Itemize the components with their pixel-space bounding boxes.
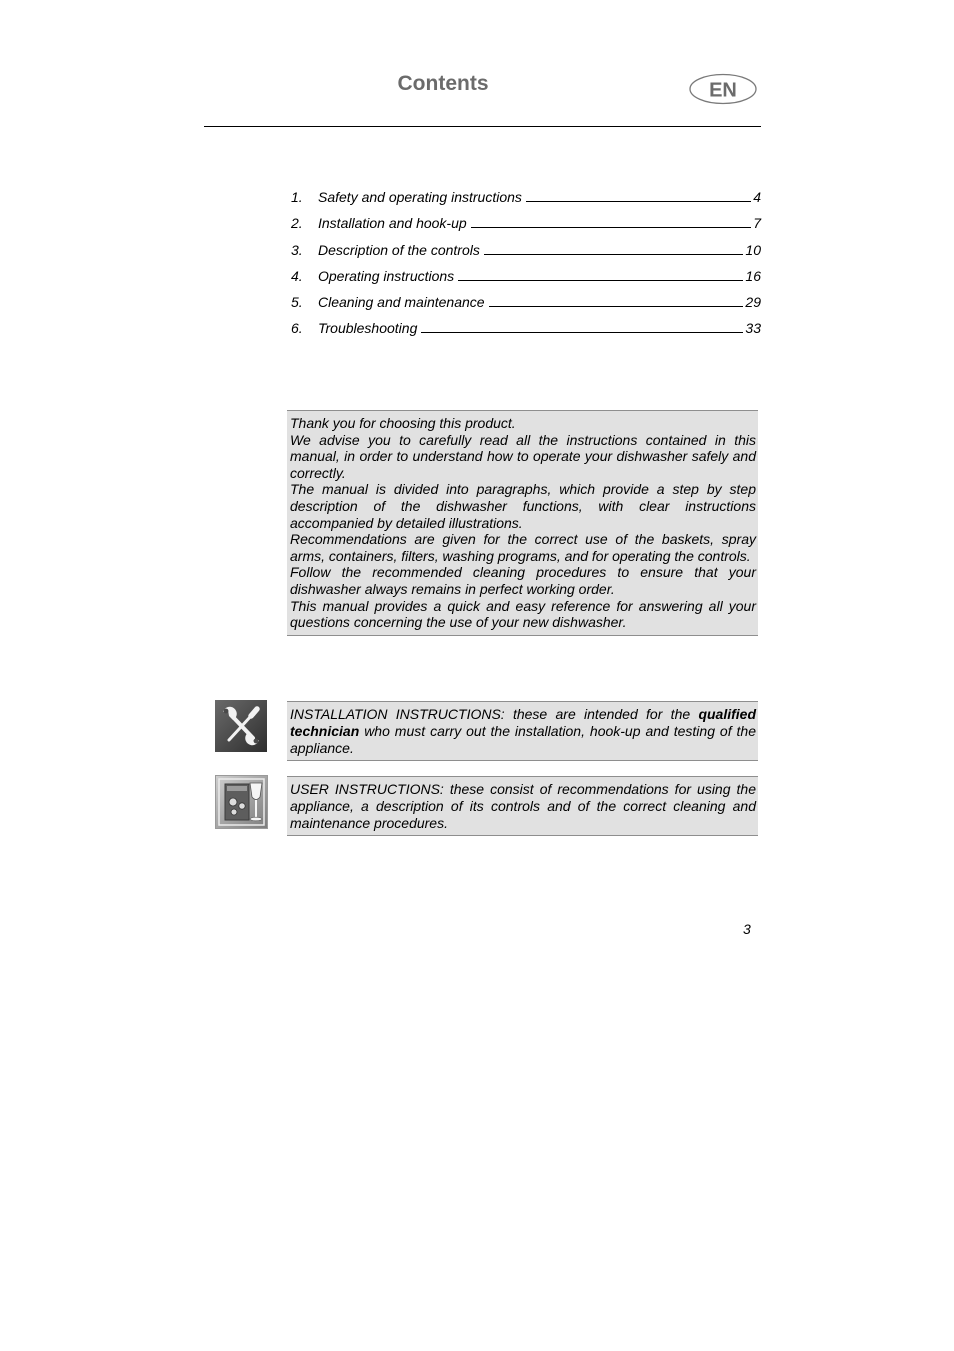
- toc-entry-number: 2.: [291, 215, 303, 232]
- toc-leader-line: [471, 226, 752, 228]
- toc-leader-line: [489, 305, 744, 307]
- page-title: Contents: [397, 72, 489, 95]
- toc-entry-page: 33: [745, 320, 761, 337]
- toc-entry-number: 6.: [291, 320, 303, 337]
- installation-note-text: INSTALLATION INSTRUCTIONS: these are intended for the: [290, 706, 699, 722]
- intro-paragraph: This manual provides a quick and easy reference for answering all your questions concerning the use of your new dishwasher.: [290, 597, 756, 631]
- language-badge-label: EN: [709, 79, 737, 102]
- installation-note-text-end: who must carry out the installation, hook-up and testing of the appliance.: [290, 722, 756, 756]
- toc-entry-number: 4.: [291, 267, 303, 284]
- toc-entry[interactable]: [291, 179, 761, 205]
- toc-leader-line: [458, 279, 743, 281]
- header-divider: [204, 126, 761, 127]
- toc-entry-page: 7: [753, 215, 761, 232]
- toc-leader-line: [526, 200, 751, 202]
- toc-entry-number: 5.: [291, 293, 303, 310]
- toc-entry[interactable]: [291, 258, 761, 284]
- intro-paragraph: Thank you for choosing this product.: [290, 415, 516, 431]
- toc-entry[interactable]: [291, 284, 761, 310]
- toc-entry-page: 16: [745, 267, 761, 284]
- toc-entry-title: Troubleshooting: [318, 320, 418, 337]
- toc-entry-title: Operating instructions: [318, 267, 455, 284]
- intro-paragraph: Recommendations are given for the correct use of the baskets, spray arms, containers, filters, washing programs, and for operating the controls.: [290, 531, 756, 564]
- page-number: 3: [743, 921, 751, 937]
- toc-entry-page: 29: [745, 293, 761, 310]
- toc-entry-page: 10: [745, 241, 761, 258]
- intro-box: [287, 410, 758, 636]
- language-badge-oval: [689, 73, 757, 105]
- installation-note: [287, 701, 758, 761]
- toc-entry-number: 3.: [291, 241, 303, 258]
- toc-entry[interactable]: [291, 231, 761, 257]
- toc-leader-line: [421, 331, 743, 333]
- toc-entry-title: Safety and operating instructions: [318, 189, 522, 206]
- language-badge: [689, 73, 757, 105]
- intro-paragraph: We advise you to carefully read all the instructions contained in this manual, in order to understand how to operate your dishwasher safely and correctly.: [290, 431, 756, 481]
- toc-entry[interactable]: [291, 205, 761, 231]
- user-note: [287, 776, 758, 836]
- toc-entry-page: 4: [753, 189, 761, 206]
- toc-entry-number: 1.: [291, 189, 303, 206]
- toc-entry-title: Cleaning and maintenance: [318, 293, 485, 310]
- user-note-text: USER INSTRUCTIONS: these consist of recommendations for using the appliance, a description of its controls and of the correct cleaning and maintenance procedures.: [290, 781, 756, 831]
- toc-entry[interactable]: [291, 310, 761, 336]
- table-of-contents: [291, 179, 761, 336]
- tools-icon: [215, 700, 267, 752]
- intro-paragraph: Follow the recommended cleaning procedures to ensure that your dishwasher always remains in perfect working order.: [290, 564, 756, 597]
- dishwasher-glass-icon: [215, 775, 268, 829]
- toc-entry-title: Description of the controls: [318, 241, 480, 258]
- toc-leader-line: [484, 253, 744, 255]
- intro-paragraph: The manual is divided into paragraphs, which provide a step by step description of the dishwasher functions, with clear instructions accompanied by detailed illustrations.: [290, 481, 756, 531]
- toc-entry-title: Installation and hook-up: [318, 215, 467, 232]
- installation-note-emphasis: qualified technician: [290, 706, 756, 739]
